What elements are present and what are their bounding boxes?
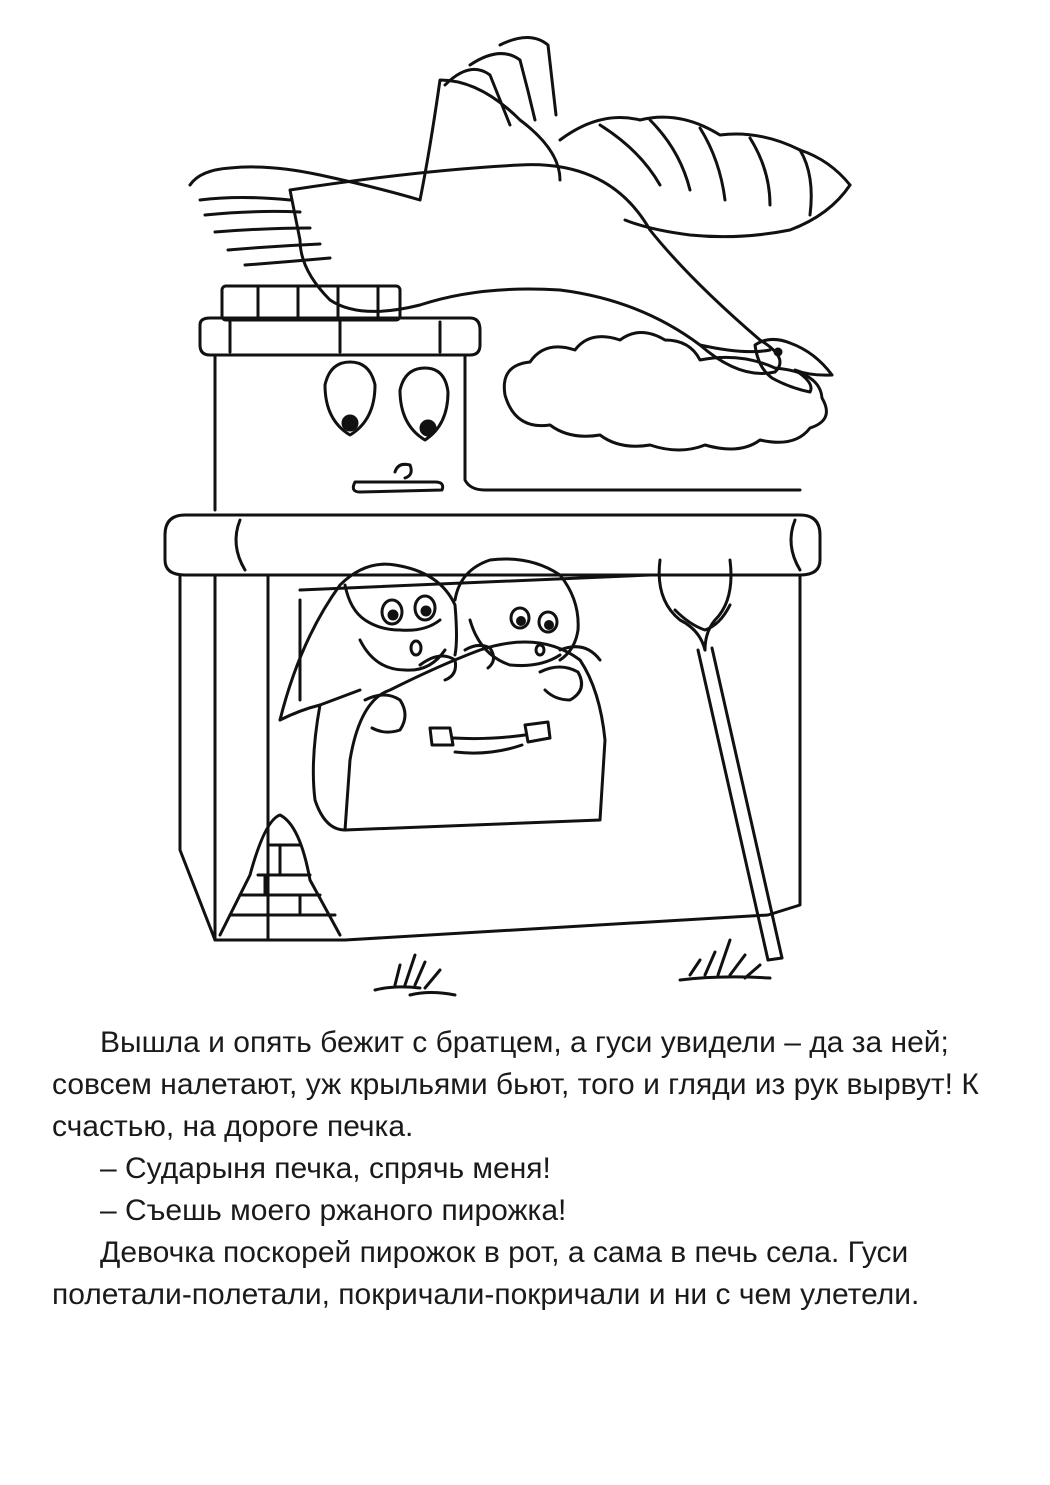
oven-fork-drawing [659,560,782,960]
story-dialogue-1: – Сударыня печка, спрячь меня! [100,1152,551,1185]
grass-drawing [375,940,770,995]
stove-drawing [165,515,820,940]
oven-door-drawing [345,642,605,830]
story-paragraph-1: Вышла и опять бежит с братцем, а гуси увидели – да за ней; совсем налетают, уж крыльями бьют, того и гляди из рук вырвут! К счастью, на дороге печка. [52,1026,979,1143]
story-dialogue-2: – Съешь моего ржаного пирожка! [100,1194,567,1227]
story-paragraph-2: Девочка поскорей пирожок в рот, а сама в печь села. Гуси полетали-полетали, покричали-покричали и ни с чем улетели. [52,1236,920,1311]
chimney-drawing [200,286,800,510]
story-text [52,1022,982,1316]
goose-drawing [190,38,850,393]
girl-drawing [280,564,457,830]
